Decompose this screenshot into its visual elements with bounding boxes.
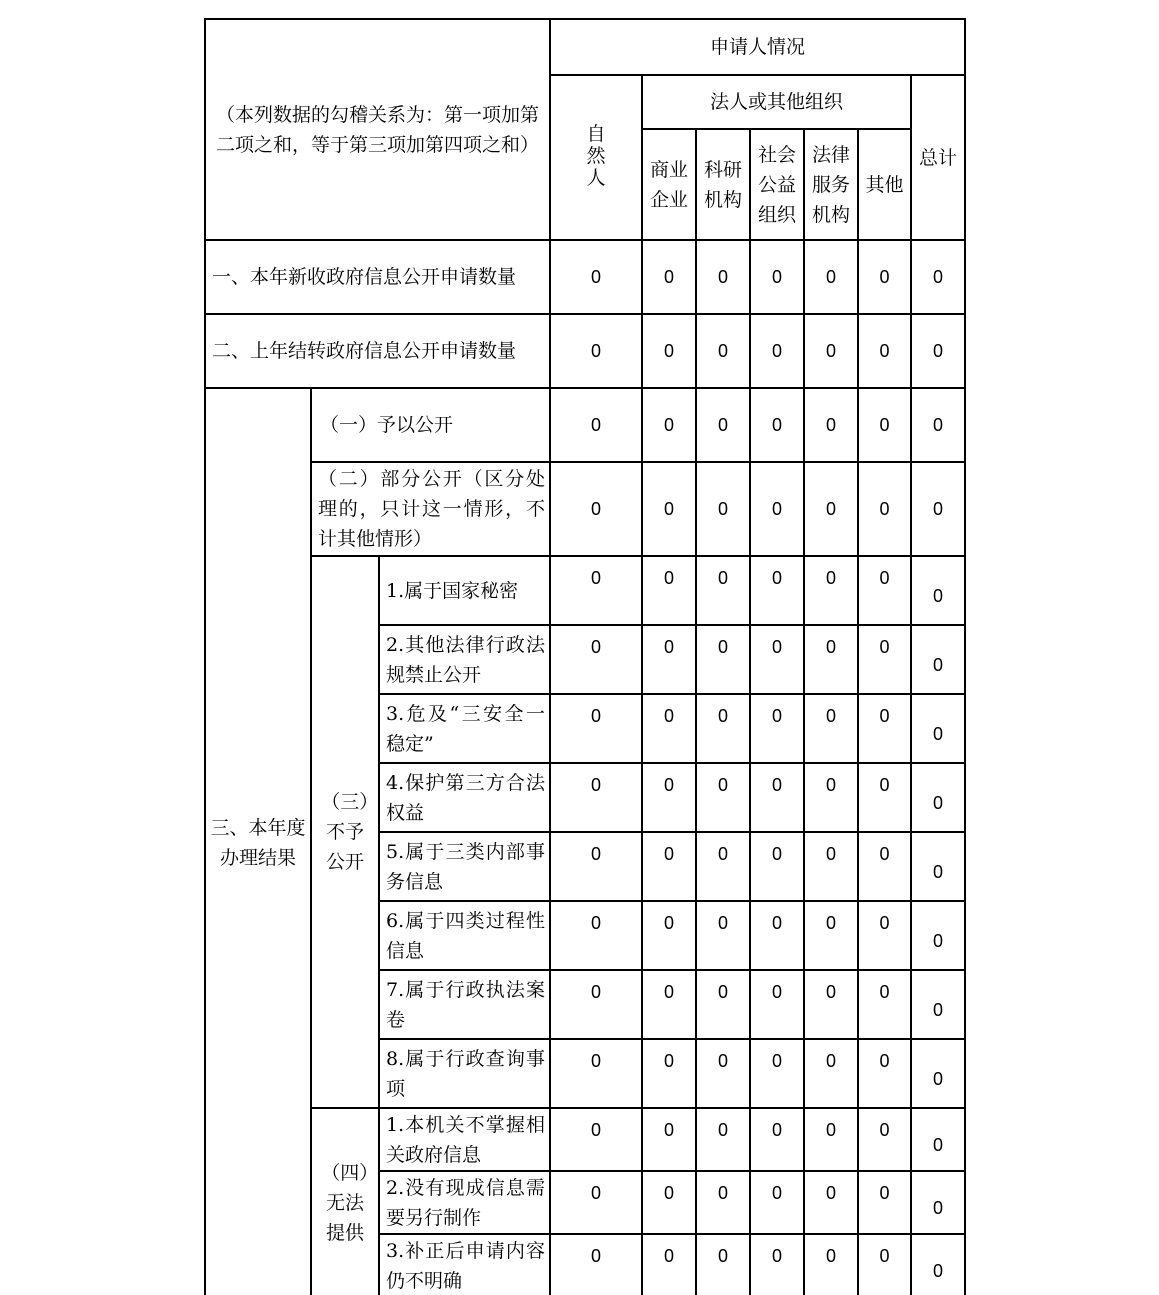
cell-value: 0 (858, 388, 911, 462)
cell-total: 0 (911, 462, 965, 556)
cell-value: 0 (750, 1039, 804, 1108)
sub-col-research: 科研机构 (696, 129, 750, 240)
row-label: 3.补正后申请内容仍不明确 (379, 1234, 550, 1295)
results-label-text: 三、本年度办理结果 (210, 816, 306, 869)
header-row-1 (205, 19, 965, 75)
row-label: 8.属于行政查询事项 (379, 1039, 550, 1108)
cell-value: 0 (642, 240, 696, 314)
header-note-cell: （本列数据的勾稽关系为：第一项加第二项之和，等于第三项加第四项之和） (205, 19, 550, 240)
cell-value: 0 (550, 388, 642, 462)
row-partial-disclose (205, 462, 965, 556)
cell-value: 0 (550, 832, 642, 901)
applicant-situation-header: 申请人情况 (550, 19, 965, 75)
not-disclosed-label-text: （三）不予公开 (321, 791, 369, 873)
cell-value: 0 (750, 694, 804, 763)
cell-value: 0 (642, 763, 696, 832)
cell-value: 0 (804, 694, 858, 763)
cell-total: 0 (911, 314, 965, 388)
row-disclose (205, 388, 965, 462)
cell-total: 0 (911, 1039, 965, 1108)
cell-value: 0 (804, 832, 858, 901)
cell-value: 0 (804, 970, 858, 1039)
cell-value: 0 (804, 901, 858, 970)
cell-total: 0 (911, 1234, 965, 1295)
cell-value: 0 (804, 1234, 858, 1295)
row-carried-over (205, 314, 965, 388)
row-label: 2.没有现成信息需要另行制作 (379, 1171, 550, 1234)
cell-value: 0 (696, 832, 750, 901)
sub-col-public-welfare: 社会公益组织 (750, 129, 804, 240)
cell-value: 0 (804, 388, 858, 462)
cell-value: 0 (804, 556, 858, 625)
cell-value: 0 (858, 694, 911, 763)
cell-value: 0 (750, 901, 804, 970)
cell-total: 0 (911, 625, 965, 694)
cell-value: 0 (858, 1108, 911, 1171)
cell-value: 0 (696, 462, 750, 556)
cell-value: 0 (642, 1039, 696, 1108)
cell-value: 0 (858, 832, 911, 901)
row-not-disclosed-1 (205, 556, 965, 625)
row-label: 1.本机关不掌握相关政府信息 (379, 1108, 550, 1171)
cell-value: 0 (642, 556, 696, 625)
row-label: 4.保护第三方合法权益 (379, 763, 550, 832)
row-label: 3.危及“三安全一稳定” (379, 694, 550, 763)
cell-value: 0 (642, 314, 696, 388)
cell-value: 0 (858, 240, 911, 314)
cell-total: 0 (911, 388, 965, 462)
cell-value: 0 (550, 901, 642, 970)
unable-label (311, 1108, 379, 1295)
cell-value: 0 (750, 625, 804, 694)
cell-value: 0 (550, 1108, 642, 1171)
cell-value: 0 (550, 625, 642, 694)
natural-person-label: 自然人 (586, 122, 606, 189)
cell-value: 0 (642, 625, 696, 694)
cell-value: 0 (550, 1039, 642, 1108)
cell-value: 0 (550, 970, 642, 1039)
cell-total: 0 (911, 556, 965, 625)
cell-value: 0 (804, 1171, 858, 1234)
cell-value: 0 (750, 1108, 804, 1171)
cell-value: 0 (550, 1171, 642, 1234)
cell-value: 0 (550, 556, 642, 625)
cell-value: 0 (696, 388, 750, 462)
cell-value: 0 (858, 970, 911, 1039)
cell-value: 0 (696, 1039, 750, 1108)
cell-value: 0 (858, 1039, 911, 1108)
cell-value: 0 (858, 625, 911, 694)
row-new-applications (205, 240, 965, 314)
cell-value: 0 (750, 240, 804, 314)
cell-value: 0 (858, 763, 911, 832)
cell-value: 0 (750, 1171, 804, 1234)
row-label: 7.属于行政执法案卷 (379, 970, 550, 1039)
cell-value: 0 (750, 1234, 804, 1295)
cell-value: 0 (750, 388, 804, 462)
cell-total: 0 (911, 970, 965, 1039)
cell-value: 0 (550, 240, 642, 314)
cell-total: 0 (911, 1108, 965, 1171)
cell-value: 0 (750, 763, 804, 832)
cell-value: 0 (858, 1171, 911, 1234)
row-label: 1.属于国家秘密 (379, 556, 550, 625)
cell-value: 0 (550, 694, 642, 763)
cell-value: 0 (750, 832, 804, 901)
cell-value: 0 (750, 970, 804, 1039)
cell-value: 0 (642, 388, 696, 462)
cell-value: 0 (550, 462, 642, 556)
row-label: 2.其他法律行政法规禁止公开 (379, 625, 550, 694)
row-unable-1 (205, 1108, 965, 1171)
cell-value: 0 (696, 314, 750, 388)
cell-value: 0 (696, 763, 750, 832)
cell-value: 0 (642, 1234, 696, 1295)
cell-value: 0 (642, 462, 696, 556)
cell-value: 0 (642, 832, 696, 901)
cell-value: 0 (696, 694, 750, 763)
row-label: 二、上年结转政府信息公开申请数量 (205, 314, 550, 388)
row-label: 5.属于三类内部事务信息 (379, 832, 550, 901)
cell-value: 0 (804, 763, 858, 832)
cell-value: 0 (696, 970, 750, 1039)
cell-value: 0 (642, 1108, 696, 1171)
cell-value: 0 (750, 462, 804, 556)
cell-value: 0 (804, 462, 858, 556)
cell-value: 0 (858, 314, 911, 388)
cell-value: 0 (550, 314, 642, 388)
cell-value: 0 (696, 556, 750, 625)
cell-value: 0 (550, 763, 642, 832)
unable-label-text: （四）无法提供 (321, 1161, 369, 1244)
cell-total: 0 (911, 694, 965, 763)
cell-value: 0 (750, 556, 804, 625)
cell-value: 0 (750, 314, 804, 388)
cell-value: 0 (804, 240, 858, 314)
row-label: 一、本年新收政府信息公开申请数量 (205, 240, 550, 314)
cell-value: 0 (642, 970, 696, 1039)
cell-value: 0 (696, 901, 750, 970)
cell-value: 0 (642, 1171, 696, 1234)
cell-total: 0 (911, 1171, 965, 1234)
sub-col-legal-service: 法律服务机构 (804, 129, 858, 240)
cell-value: 0 (804, 314, 858, 388)
cell-value: 0 (696, 1171, 750, 1234)
not-disclosed-label (311, 556, 379, 1108)
cell-value: 0 (858, 901, 911, 970)
cell-value: 0 (858, 462, 911, 556)
natural-person-header (550, 75, 642, 240)
cell-value: 0 (858, 1234, 911, 1295)
cell-total: 0 (911, 240, 965, 314)
cell-value: 0 (696, 1108, 750, 1171)
cell-value: 0 (696, 240, 750, 314)
cell-value: 0 (804, 1039, 858, 1108)
government-info-disclosure-table (204, 18, 966, 1295)
cell-value: 0 (642, 901, 696, 970)
results-label (205, 388, 311, 1295)
total-header: 总计 (911, 75, 965, 240)
cell-total: 0 (911, 901, 965, 970)
cell-value: 0 (696, 625, 750, 694)
cell-value: 0 (696, 1234, 750, 1295)
cell-value: 0 (804, 1108, 858, 1171)
row-label: 6.属于四类过程性信息 (379, 901, 550, 970)
row-label: （二）部分公开（区分处理的，只计这一情形，不计其他情形） (311, 462, 550, 556)
cell-value: 0 (550, 1234, 642, 1295)
cell-value: 0 (642, 694, 696, 763)
cell-total: 0 (911, 763, 965, 832)
sub-col-other: 其他 (858, 129, 911, 240)
cell-value: 0 (804, 625, 858, 694)
row-label: （一）予以公开 (311, 388, 550, 462)
sub-col-business: 商业企业 (642, 129, 696, 240)
legal-group-header: 法人或其他组织 (642, 75, 911, 129)
cell-value: 0 (858, 556, 911, 625)
cell-total: 0 (911, 832, 965, 901)
